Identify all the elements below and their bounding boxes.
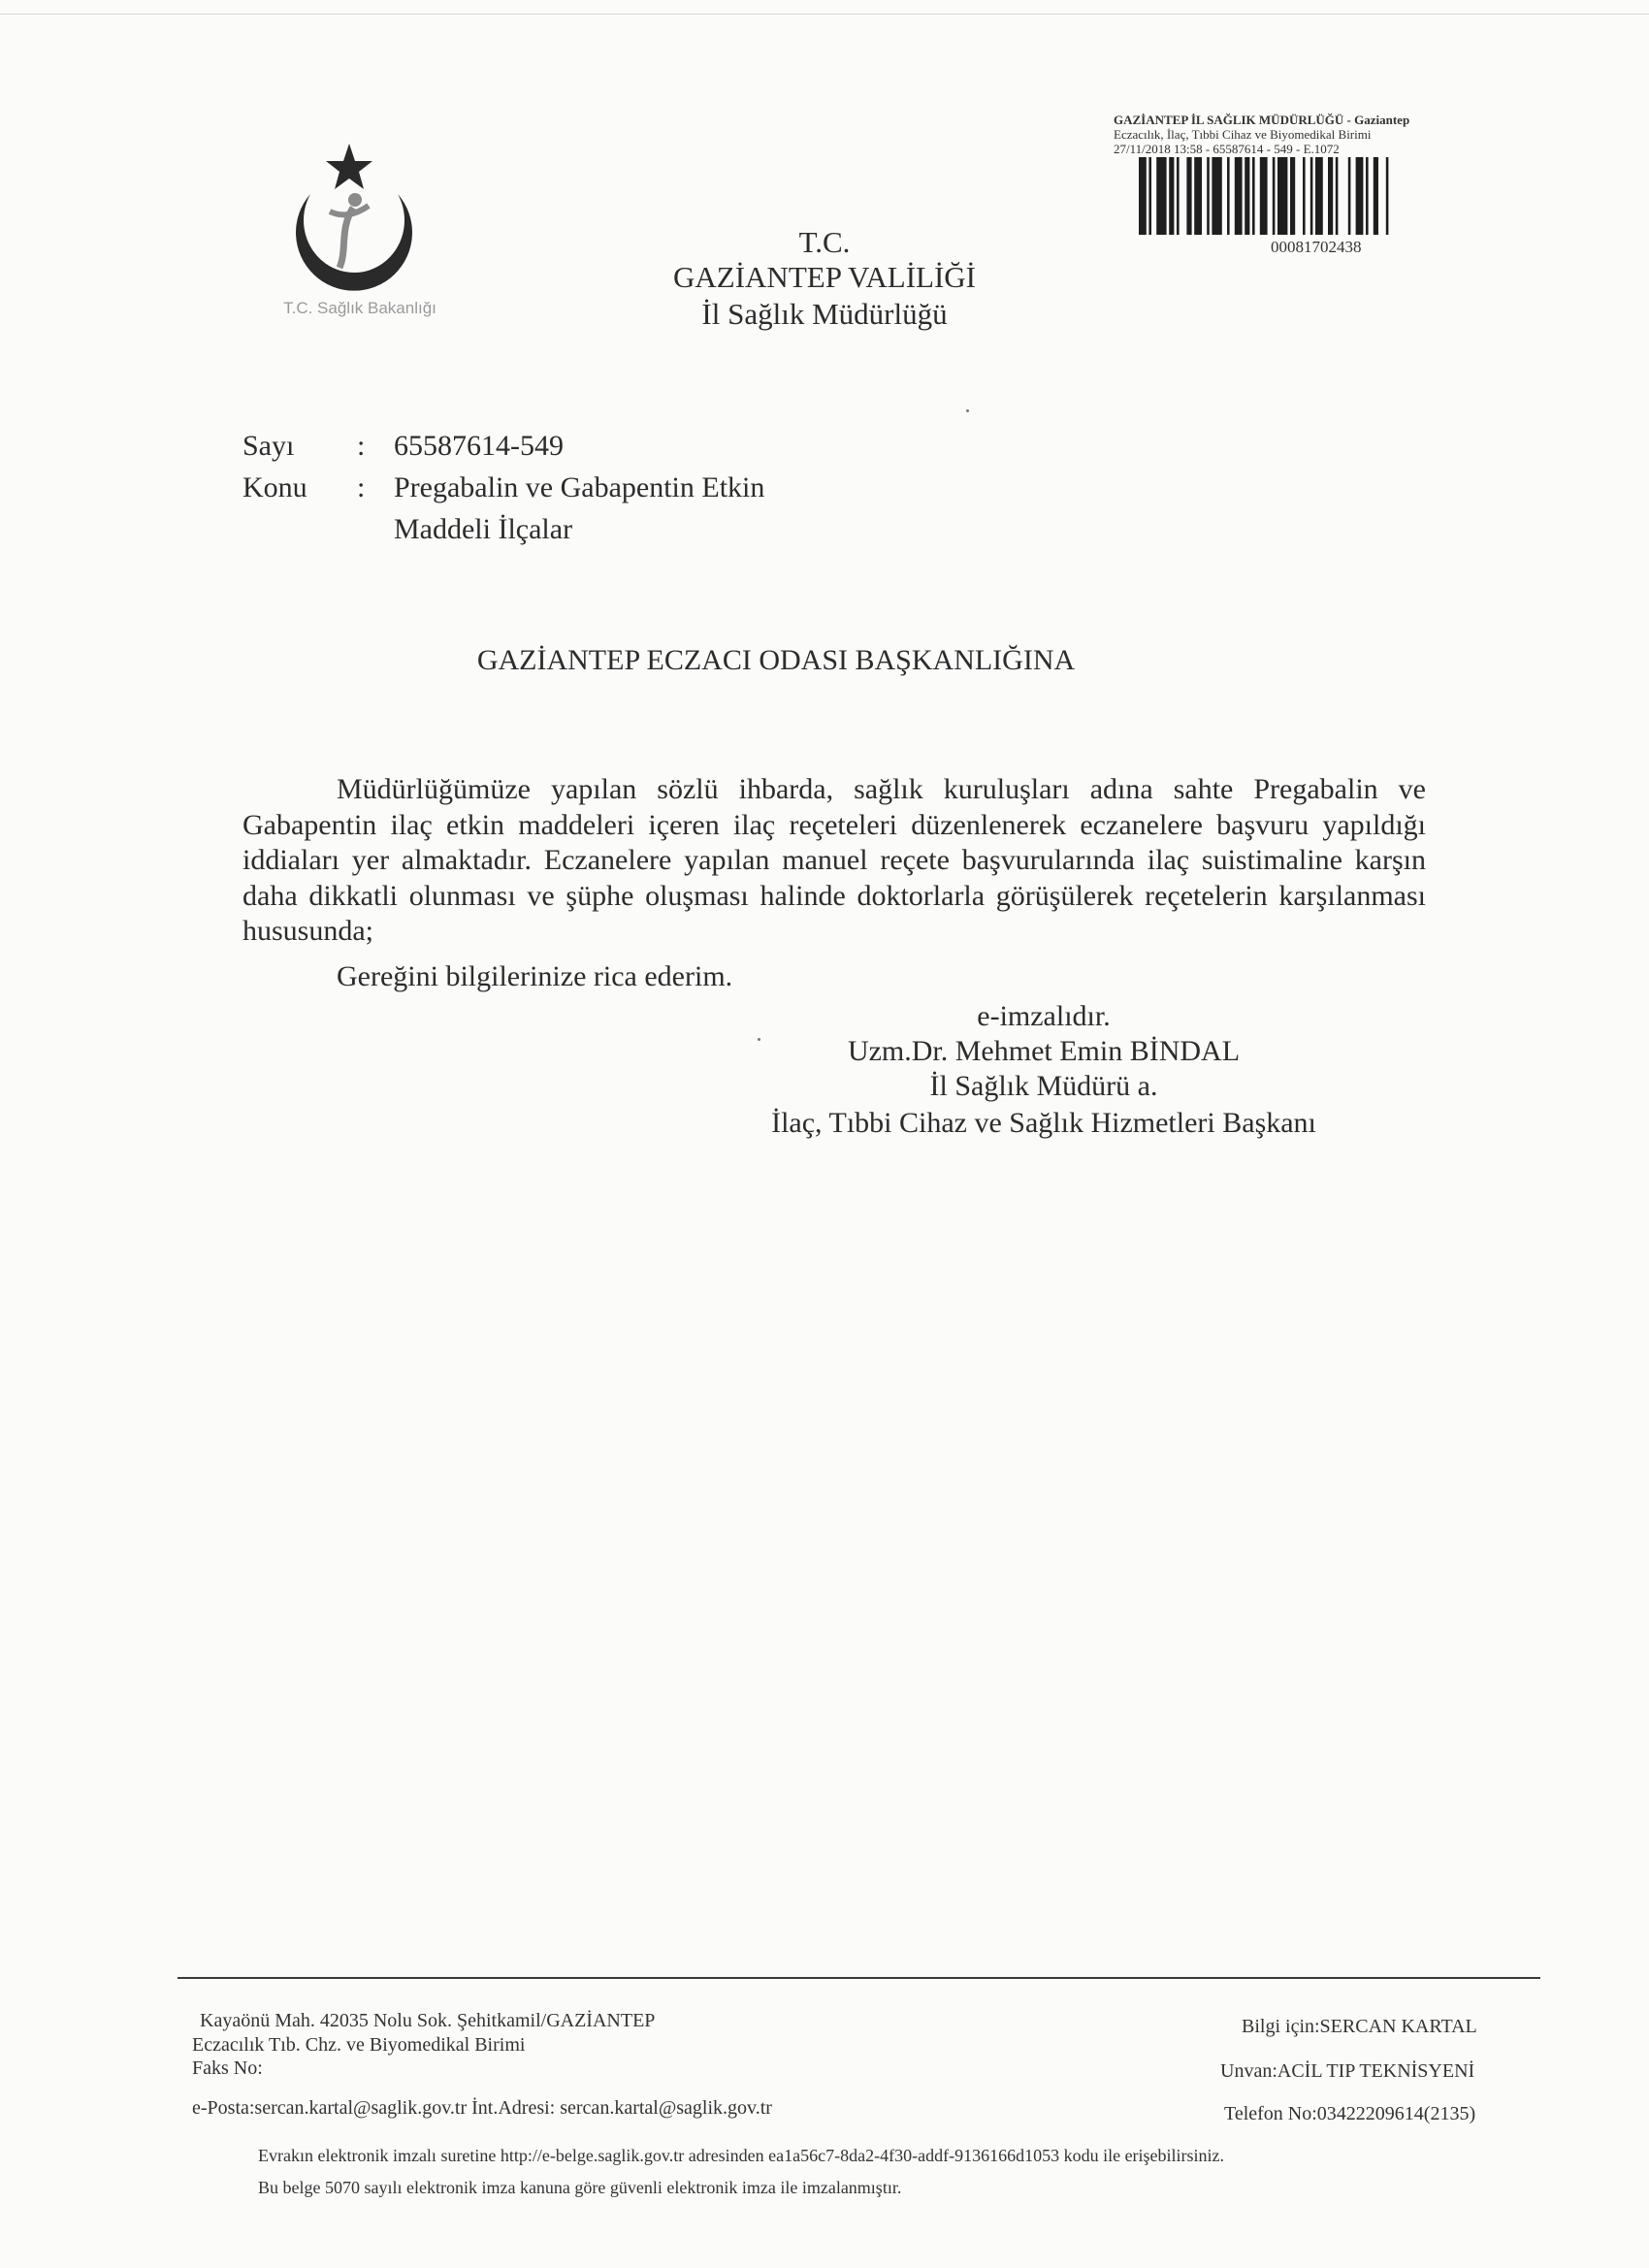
footer-contact-phone: Telefon No:03422209614(2135) <box>1224 2103 1476 2124</box>
footer-email: e-Posta:sercan.kartal@saglik.gov.tr İnt.Adresi: sercan.kartal@saglik.gov.tr <box>192 2097 772 2119</box>
closing-line: Gereğini bilgilerinize rica ederim. <box>337 960 733 992</box>
stamp-line-2: Eczacılık, İlaç, Tıbbi Cihaz ve Biyomedikal Birimi <box>1114 127 1372 142</box>
stamp-line-1: GAZİANTEP İL SAĞLIK MÜDÜRLÜĞÜ - Gaziantep <box>1114 113 1410 127</box>
header-governorship: GAZİANTEP VALİLİĞİ <box>673 260 976 294</box>
scan-top-edge <box>0 14 1649 15</box>
konu-value-line-2: Maddeli İlçalar <box>394 513 573 545</box>
stamp-line-3: 27/11/2018 13:58 - 65587614 - 549 - E.1072 <box>1114 142 1340 156</box>
sayi-colon: : <box>357 430 366 462</box>
signature-role: İl Sağlık Müdürü a. <box>929 1070 1158 1102</box>
signature-title: İlaç, Tıbbi Cihaz ve Sağlık Hizmetleri Başkanı <box>771 1107 1316 1139</box>
addressee: GAZİANTEP ECZACI ODASI BAŞKANLIĞINA <box>476 644 1076 676</box>
konu-colon: : <box>357 471 366 503</box>
header-tc: T.C. <box>798 225 851 259</box>
sayi-label: Sayı <box>242 430 295 462</box>
body-paragraph: Müdürlüğümüze yapılan sözlü ihbarda, sağlık kuruluşları adına sahte Pregabalin ve Gabapentin ilaç etkin maddeleri içeren ilaç reçeteleri düzenlenerek eczanelere başvuru yapıldığı iddiaları yer almaktadır. Eczanelere yapılan manuel reçete başvurularında ilaç suistimaline karşın daha dikkatli olunması ve şüphe oluşması halinde doktorlarla görüşülerek reçetelerin karşılanması hususunda; <box>242 773 1426 948</box>
footer-contact-title: Unvan:ACİL TIP TEKNİSYENİ <box>1220 2060 1475 2082</box>
footer-divider <box>178 1977 1540 1979</box>
sayi-value: 65587614-549 <box>394 430 564 462</box>
scan-speck <box>758 1038 760 1041</box>
footer-fax: Faks No: <box>192 2057 263 2079</box>
signature-e-signed: e-imzalıdır. <box>977 1000 1111 1032</box>
konu-value-line-1: Pregabalin ve Gabapentin Etkin <box>394 471 765 503</box>
footer-verification-note: Evrakın elektronik imzalı suretine http://e-belge.saglik.gov.tr adresinden ea1a56c7-8da2-4f30-addf-9136166d1053 kodu ile erişebilirsiniz. <box>258 2146 1225 2165</box>
footer-address: Kayaönü Mah. 42035 Nolu Sok. Şehitkamil/GAZİANTEP <box>200 2010 656 2031</box>
header-directorate: İl Sağlık Müdürlüğü <box>701 297 948 331</box>
footer-contact-info: Bilgi için:SERCAN KARTAL <box>1242 2016 1477 2037</box>
konu-label: Konu <box>242 471 307 503</box>
barcode-number: 00081702438 <box>1271 238 1362 256</box>
logo-text: T.C. Sağlık Bakanlığı <box>283 299 436 317</box>
scan-speck <box>966 409 969 412</box>
barcode-icon <box>1139 157 1519 235</box>
signature-name: Uzm.Dr. Mehmet Emin BİNDAL <box>847 1035 1241 1067</box>
footer-unit: Eczacılık Tıb. Chz. ve Biyomedikal Birimi <box>192 2034 526 2056</box>
ministry-logo-icon <box>272 136 427 310</box>
footer-legal-note: Bu belge 5070 sayılı elektronik imza kanuna göre güvenli elektronik imza ile imzalanmıştır. <box>258 2178 902 2197</box>
